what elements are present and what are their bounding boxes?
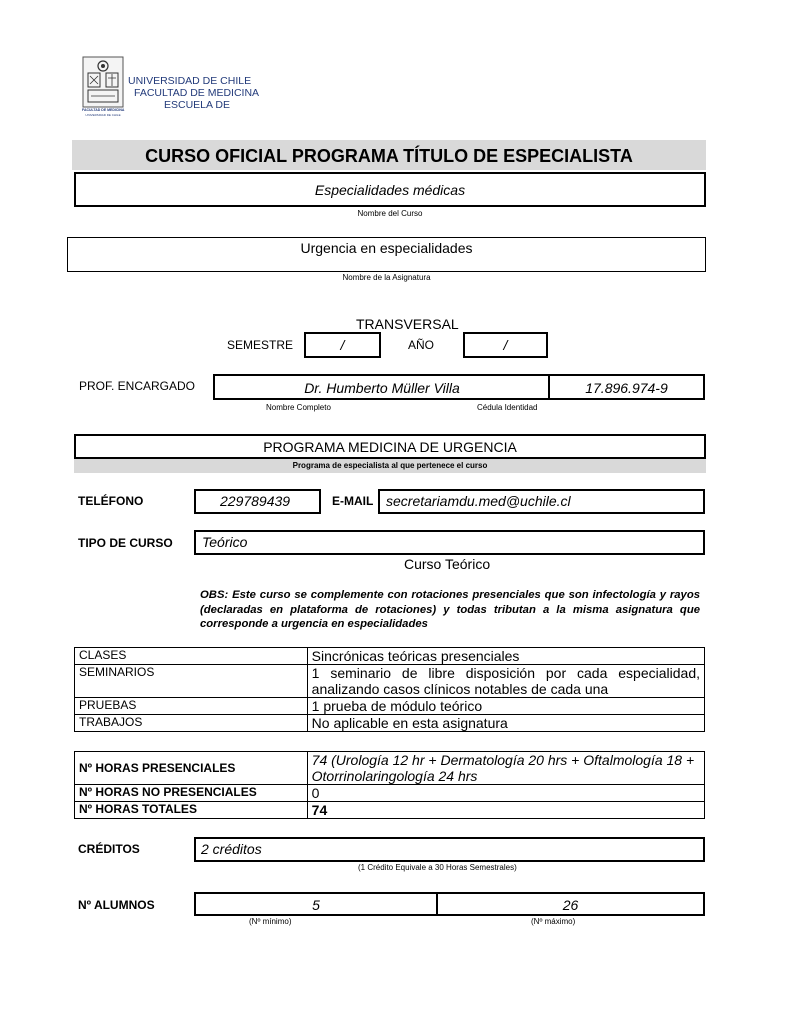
school-name: ESCUELA DE <box>164 99 230 111</box>
course-name-field: Especialidades médicas <box>74 172 706 207</box>
table-row <box>75 802 705 819</box>
emblem-caption-2: UNIVERSIDAD DE CHILE <box>85 113 121 117</box>
hours-label: Nº HORAS PRESENCIALES <box>75 752 308 785</box>
email-field: secretariamdu.med@uchile.cl <box>378 489 705 514</box>
professor-box <box>213 374 705 400</box>
activity-label: PRUEBAS <box>75 698 308 715</box>
activity-value: 1 prueba de módulo teórico <box>307 698 704 715</box>
emblem-caption-1: FACULTAD DE MEDICINA <box>82 108 125 112</box>
students-max-caption: (Nº máximo) <box>531 917 576 926</box>
page-title: CURSO OFICIAL PROGRAMA TÍTULO DE ESPECIALISTA <box>145 146 633 166</box>
anio-field: / <box>463 332 548 358</box>
students-label: Nº ALUMNOS <box>78 898 155 912</box>
program-field: PROGRAMA MEDICINA DE URGENCIA <box>74 434 706 459</box>
semestre-label: SEMESTRE <box>227 338 294 352</box>
hours-label: Nº HORAS TOTALES <box>75 802 308 819</box>
program-caption: Programa de especialista al que pertenece el curso <box>74 459 706 473</box>
course-type-subtitle: Curso Teórico <box>404 556 491 572</box>
transversal-label: TRANSVERSAL <box>356 316 459 332</box>
professor-id: 17.896.974-9 <box>585 380 668 396</box>
activity-value: Sincrónicas teóricas presenciales <box>307 648 704 665</box>
professor-label: PROF. ENCARGADO <box>79 379 196 393</box>
faculty-name: FACULTAD DE MEDICINA <box>134 87 260 99</box>
table-row <box>75 715 705 732</box>
table-row <box>75 698 705 715</box>
activity-label: TRABAJOS <box>75 715 308 732</box>
faculty-logo <box>82 56 124 122</box>
activity-label: SEMINARIOS <box>75 665 308 698</box>
anio-label: AÑO <box>408 338 435 352</box>
students-box <box>194 892 705 916</box>
semestre-field: / <box>304 332 381 358</box>
table-row <box>75 785 705 802</box>
course-type-label: TIPO DE CURSO <box>78 536 173 550</box>
credits-caption: (1 Crédito Equivale a 30 Horas Semestrales) <box>358 863 517 872</box>
hours-table <box>74 751 705 819</box>
students-min-caption: (Nº mínimo) <box>249 917 292 926</box>
professor-id-caption: Cédula Identidad <box>477 403 538 412</box>
credits-field: 2 créditos <box>194 837 705 862</box>
table-row <box>75 648 705 665</box>
activity-value: No aplicable en esta asignatura <box>307 715 704 732</box>
hours-label: Nº HORAS NO PRESENCIALES <box>75 785 308 802</box>
phone-label: TELÉFONO <box>78 494 144 508</box>
email-label: E-MAIL <box>332 494 374 508</box>
professor-name: Dr. Humberto Müller Villa <box>304 380 460 396</box>
table-row <box>75 752 705 785</box>
students-min: 5 <box>312 897 320 913</box>
students-max: 26 <box>562 897 579 913</box>
course-name-caption: Nombre del Curso <box>357 209 423 218</box>
hours-value: 0 <box>307 785 704 802</box>
subject-name-caption: Nombre de la Asignatura <box>342 273 431 282</box>
hours-value: 74 <box>307 802 704 819</box>
table-row <box>75 665 705 698</box>
university-header <box>128 75 259 111</box>
phone-field: 229789439 <box>194 489 321 514</box>
activity-label: CLASES <box>75 648 308 665</box>
hours-value: 74 (Urología 12 hr + Dermatología 20 hrs + Oftalmología 18 + Otorrinolaringología 24 hrs <box>307 752 704 785</box>
credits-label: CRÉDITOS <box>78 842 140 856</box>
activity-value: 1 seminario de libre disposición por cada especialidad, analizando casos clínicos notables de cada una <box>307 665 704 698</box>
observation-note: OBS: Este curso se complemente con rotaciones presenciales que son infectología y rayos (declaradas en plataforma de rotaciones) y todas tributan a la misma asignatura que corresponde a urgencia en especialidades <box>200 589 700 630</box>
course-type-field: Teórico <box>194 530 705 555</box>
professor-name-caption: Nombre Completo <box>266 403 331 412</box>
university-name: UNIVERSIDAD DE CHILE <box>128 75 252 87</box>
subject-name-field: Urgencia en especialidades <box>67 237 706 272</box>
activities-table <box>74 647 705 732</box>
